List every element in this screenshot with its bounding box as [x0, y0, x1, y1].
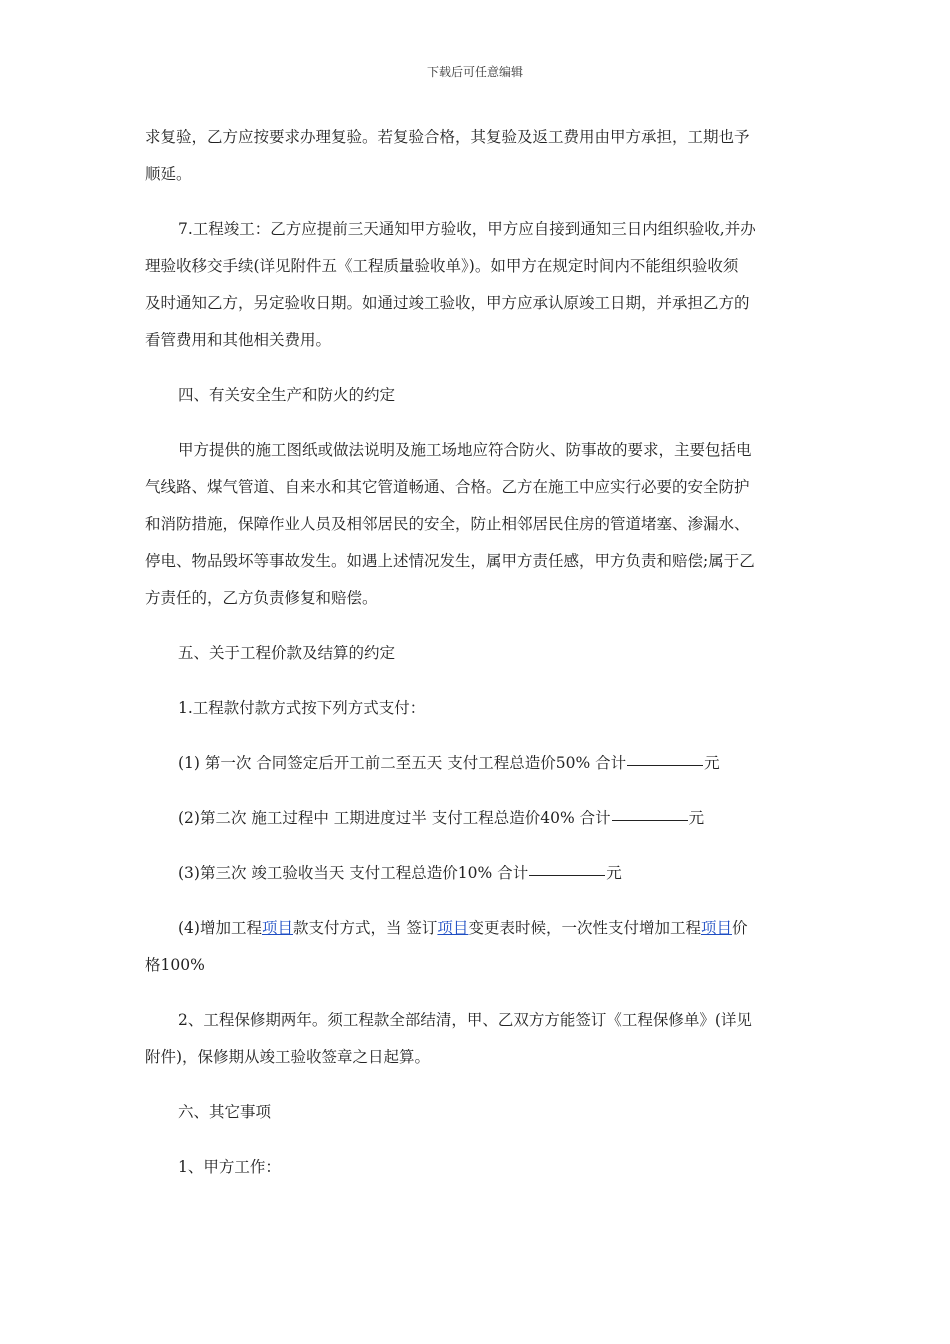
currency-unit: 元: [704, 754, 720, 772]
currency-unit: 元: [606, 864, 622, 882]
text-line: [145, 910, 805, 947]
document-body: [145, 119, 805, 1204]
project-link[interactable]: 项目: [437, 919, 469, 937]
text-line: 停电、物品毁坏等事故发生。如遇上述情况发生，属甲方责任感，甲方负责和赔偿;属于乙: [145, 552, 755, 570]
amount-blank: [627, 764, 703, 766]
text-line: 2、工程保修期两年。须工程款全部结清，甲、乙双方方能签订《工程保修单》(详见: [178, 1011, 752, 1029]
payment-text: (2)第二次 施工过程中 工期进度过半 支付工程总造价40% 合计: [178, 809, 611, 827]
text-line: 顺延。: [145, 165, 192, 183]
paragraph-completion: [145, 211, 805, 359]
payment-item-2: [145, 800, 805, 837]
payment-item-3: [145, 855, 805, 892]
text-line: 看管费用和其他相关费用。: [145, 331, 332, 349]
payment-text: (1) 第一次 合同签定后开工前二至五天 支付工程总造价50% 合计: [178, 754, 627, 772]
text-line: 求复验，乙方应按要求办理复验。若复验合格，其复验及返工费用由甲方承担，工期也予: [145, 128, 750, 146]
text-line: 和消防措施，保障作业人员及相邻居民的安全，防止相邻居民住房的管道堵塞、渗漏水、: [145, 515, 750, 533]
section-heading-payment: 五、关于工程价款及结算的约定: [178, 644, 396, 662]
text-line: 7.工程竣工：乙方应提前三天通知甲方验收，甲方应自接到通知三日内组织验收,并办: [178, 220, 756, 238]
paragraph-safety: [145, 432, 805, 617]
payment-item-1: [145, 745, 805, 782]
payment-text: 变更表时候，一次性支付增加工程: [468, 919, 701, 937]
payment-text: 款支付方式，当 签订: [292, 919, 438, 937]
text-line: 格100%: [145, 956, 205, 974]
text-line: 甲方提供的施工图纸或做法说明及施工场地应符合防火、防事故的要求，主要包括电: [178, 441, 752, 459]
project-link[interactable]: 项目: [700, 919, 732, 937]
paragraph-warranty: [145, 1002, 805, 1076]
amount-blank: [529, 874, 605, 876]
text-line: 气线路、煤气管道、自来水和其它管道畅通、合格。乙方在施工中应实行必要的安全防护: [145, 478, 750, 496]
section-heading-safety: 四、有关安全生产和防火的约定: [178, 386, 396, 404]
text-line: 及时通知乙方，另定验收日期。如通过竣工验收，甲方应承认原竣工日期，并承担乙方的: [145, 294, 750, 312]
section-heading-other: 六、其它事项: [178, 1103, 272, 1121]
text-line: 理验收移交手续(详见附件五《工程质量验收单》)。如甲方在规定时间内不能组织验收须: [145, 257, 739, 275]
paragraph-reinspection: [145, 119, 805, 193]
amount-blank: [612, 819, 688, 821]
payment-method-title: 1.工程款付款方式按下列方式支付：: [178, 699, 426, 717]
project-link[interactable]: 项目: [261, 919, 293, 937]
payment-item-4: [145, 910, 805, 984]
text-line: 方责任的，乙方负责修复和赔偿。: [145, 589, 378, 607]
page-header: 下载后可任意编辑: [426, 65, 523, 79]
currency-unit: 元: [688, 809, 705, 827]
subsection-party-a-work: 1、甲方工作：: [178, 1158, 281, 1176]
text-line: 附件)，保修期从竣工验收签章之日起算。: [145, 1048, 431, 1066]
payment-text: (4)增加工程: [178, 919, 262, 937]
payment-text: (3)第三次 竣工验收当天 支付工程总造价10% 合计: [178, 864, 529, 882]
payment-text: 价: [731, 919, 748, 937]
